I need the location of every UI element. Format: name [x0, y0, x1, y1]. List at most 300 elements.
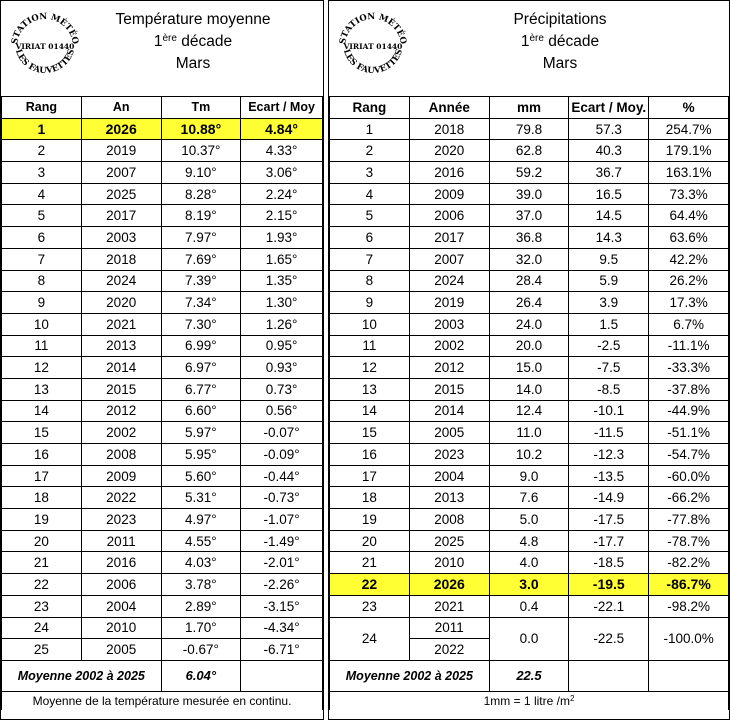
temperature-row — [2, 487, 323, 509]
mm-cell: 62.8 — [489, 140, 569, 162]
mm-cell: 36.8 — [489, 227, 569, 249]
temperature-average-label: Moyenne 2002 à 2025 — [2, 660, 162, 691]
ecart-cell: -22.1 — [569, 595, 649, 617]
percent-cell: -77.8% — [649, 509, 729, 531]
ecart-cell: -1.49° — [241, 530, 323, 552]
tm-cell: 6.60° — [161, 400, 241, 422]
rank-cell: 19 — [330, 509, 410, 531]
year-cell: 2022 — [81, 487, 161, 509]
temperature-decade: 1ère décade — [153, 33, 233, 50]
ecart-cell: 3.9 — [569, 292, 649, 314]
rank-cell: 19 — [2, 509, 82, 531]
precipitation-row — [330, 574, 729, 596]
precipitation-row — [330, 617, 729, 639]
tm-cell: 7.69° — [161, 248, 241, 270]
percent-cell: 163.1% — [649, 162, 729, 184]
year-cell: 2024 — [81, 270, 161, 292]
temperature-footer-row — [2, 691, 323, 710]
temperature-row — [2, 465, 323, 487]
tm-cell: 6.99° — [161, 335, 241, 357]
rank-cell: 5 — [2, 205, 82, 227]
precipitation-row — [330, 465, 729, 487]
mm-cell: 59.2 — [489, 162, 569, 184]
tm-cell: -0.67° — [161, 639, 241, 661]
ecart-cell: -2.5 — [569, 335, 649, 357]
rank-cell: 6 — [2, 227, 82, 249]
precipitation-row — [330, 118, 729, 140]
rank-cell: 13 — [2, 378, 82, 400]
mm-cell: 37.0 — [489, 205, 569, 227]
year-cell: 2023 — [409, 444, 489, 466]
rank-cell: 23 — [2, 595, 82, 617]
precipitation-average-value: 22.5 — [489, 660, 569, 691]
year-cell: 2021 — [81, 313, 161, 335]
precipitation-row — [330, 162, 729, 184]
col-header-an: An — [81, 97, 161, 119]
temperature-row — [2, 118, 323, 140]
percent-cell: 6.7% — [649, 313, 729, 335]
rank-cell: 6 — [330, 227, 410, 249]
tm-cell: 9.10° — [161, 162, 241, 184]
precipitation-row — [330, 292, 729, 314]
col-header-tm: Tm — [161, 97, 241, 119]
col-header-mm: mm — [489, 97, 569, 119]
precipitation-row — [330, 313, 729, 335]
tm-cell: 8.19° — [161, 205, 241, 227]
temperature-title-line: Température moyenne — [115, 11, 271, 28]
precipitation-row — [330, 335, 729, 357]
tm-cell: 2.89° — [161, 595, 241, 617]
tm-cell: 6.77° — [161, 378, 241, 400]
tm-cell: 7.34° — [161, 292, 241, 314]
precipitation-row — [330, 509, 729, 531]
rank-cell: 24 — [330, 617, 410, 660]
mm-cell: 9.0 — [489, 465, 569, 487]
mm-cell: 0.4 — [489, 595, 569, 617]
percent-cell: -60.0% — [649, 465, 729, 487]
ecart-cell: 1.30° — [241, 292, 323, 314]
percent-cell: -33.3% — [649, 357, 729, 379]
precipitation-row — [330, 595, 729, 617]
ecart-cell: 5.9 — [569, 270, 649, 292]
precipitation-row — [330, 248, 729, 270]
precipitation-table — [329, 96, 729, 710]
col-header-percent: % — [649, 97, 729, 119]
precipitation-average-row — [330, 660, 729, 691]
year-cell: 2020 — [81, 292, 161, 314]
tm-cell: 10.37° — [161, 140, 241, 162]
year-cell: 2004 — [409, 465, 489, 487]
year-cell: 2012 — [409, 357, 489, 379]
rank-cell: 5 — [330, 205, 410, 227]
percent-cell: 63.6% — [649, 227, 729, 249]
precipitation-header — [329, 1, 729, 96]
ecart-cell: 14.3 — [569, 227, 649, 249]
ecart-cell: -17.5 — [569, 509, 649, 531]
ecart-cell: -1.07° — [241, 509, 323, 531]
year-cell: 2015 — [81, 378, 161, 400]
col-header-ecart: Ecart / Moy — [241, 97, 323, 119]
rank-cell: 7 — [2, 248, 82, 270]
rank-cell: 15 — [2, 422, 82, 444]
mm-cell: 32.0 — [489, 248, 569, 270]
precipitation-month: Mars — [542, 55, 578, 72]
percent-cell: -78.7% — [649, 530, 729, 552]
ecart-cell: -2.26° — [241, 574, 323, 596]
ecart-cell: -4.34° — [241, 617, 323, 639]
rank-cell: 12 — [2, 357, 82, 379]
percent-cell: -37.8% — [649, 378, 729, 400]
rank-cell: 13 — [330, 378, 410, 400]
temperature-title — [63, 9, 323, 75]
rank-cell: 12 — [330, 357, 410, 379]
temperature-row — [2, 378, 323, 400]
stamp-top-text: STATION MÉTÉO — [338, 11, 408, 46]
mm-cell: 5.0 — [489, 509, 569, 531]
year-cell: 2010 — [409, 552, 489, 574]
ecart-cell: -0.44° — [241, 465, 323, 487]
ecart-cell: -10.1 — [569, 400, 649, 422]
stamp-top-text: STATION MÉTÉO — [10, 11, 80, 46]
rank-cell: 25 — [2, 639, 82, 661]
year-cell: 2014 — [81, 357, 161, 379]
mm-cell: 79.8 — [489, 118, 569, 140]
rank-cell: 20 — [2, 530, 82, 552]
empty-cell — [569, 660, 649, 691]
precipitation-row — [330, 140, 729, 162]
rank-cell: 3 — [330, 162, 410, 184]
rank-cell: 22 — [330, 574, 410, 596]
year-cell: 2011 — [409, 617, 489, 639]
ecart-cell: -19.5 — [569, 574, 649, 596]
tm-cell: 3.78° — [161, 574, 241, 596]
stamp-middle-text: VIRIAT 01440 — [15, 42, 75, 51]
year-cell: 2020 — [409, 140, 489, 162]
temperature-average-value: 6.04° — [161, 660, 241, 691]
ecart-cell: 2.15° — [241, 205, 323, 227]
precipitation-row — [330, 530, 729, 552]
year-cell: 2026 — [409, 574, 489, 596]
stamp-bottom-text: LES FAUVETTES — [12, 48, 78, 77]
year-cell: 2007 — [409, 248, 489, 270]
year-cell: 2015 — [409, 378, 489, 400]
tm-cell: 4.55° — [161, 530, 241, 552]
rank-cell: 10 — [330, 313, 410, 335]
rank-cell: 18 — [2, 487, 82, 509]
mm-cell: 4.8 — [489, 530, 569, 552]
tm-cell: 5.95° — [161, 444, 241, 466]
temperature-panel — [0, 0, 324, 720]
rank-cell: 23 — [330, 595, 410, 617]
temperature-header — [1, 1, 323, 96]
year-cell: 2019 — [81, 140, 161, 162]
year-cell: 2024 — [409, 270, 489, 292]
mm-cell: 12.4 — [489, 400, 569, 422]
temperature-row — [2, 422, 323, 444]
percent-cell: 17.3% — [649, 292, 729, 314]
ecart-cell: -17.7 — [569, 530, 649, 552]
temperature-row — [2, 400, 323, 422]
year-cell: 2012 — [81, 400, 161, 422]
mm-cell: 20.0 — [489, 335, 569, 357]
temperature-average-row — [2, 660, 323, 691]
year-cell: 2010 — [81, 617, 161, 639]
percent-cell: -11.1% — [649, 335, 729, 357]
percent-cell: -54.7% — [649, 444, 729, 466]
tm-cell: 7.30° — [161, 313, 241, 335]
temperature-row — [2, 248, 323, 270]
mm-cell: 11.0 — [489, 422, 569, 444]
temperature-row — [2, 270, 323, 292]
ecart-cell: 0.56° — [241, 400, 323, 422]
ecart-cell: 0.93° — [241, 357, 323, 379]
ecart-cell: 57.3 — [569, 118, 649, 140]
ecart-cell: -6.71° — [241, 639, 323, 661]
temperature-header-row — [2, 97, 323, 119]
year-cell: 2023 — [81, 509, 161, 531]
ecart-cell: 3.06° — [241, 162, 323, 184]
mm-cell: 3.0 — [489, 574, 569, 596]
year-cell: 2016 — [81, 552, 161, 574]
tm-cell: 5.97° — [161, 422, 241, 444]
rank-cell: 21 — [2, 552, 82, 574]
mm-cell: 28.4 — [489, 270, 569, 292]
precipitation-title-line: Précipitations — [513, 11, 607, 28]
ecart-cell: -12.3 — [569, 444, 649, 466]
rank-cell: 24 — [2, 617, 82, 639]
year-cell: 2013 — [81, 335, 161, 357]
col-header-annee: Année — [409, 97, 489, 119]
ecart-cell: 1.35° — [241, 270, 323, 292]
precipitation-panel — [328, 0, 730, 720]
temperature-row — [2, 292, 323, 314]
rank-cell: 9 — [2, 292, 82, 314]
temperature-row — [2, 595, 323, 617]
rank-cell: 2 — [2, 140, 82, 162]
year-cell: 2009 — [409, 183, 489, 205]
ecart-cell: -14.9 — [569, 487, 649, 509]
percent-cell: 179.1% — [649, 140, 729, 162]
percent-cell: -44.9% — [649, 400, 729, 422]
temperature-row — [2, 140, 323, 162]
year-cell: 2005 — [81, 639, 161, 661]
precipitation-row — [330, 444, 729, 466]
mm-cell: 26.4 — [489, 292, 569, 314]
year-cell: 2008 — [409, 509, 489, 531]
year-cell: 2007 — [81, 162, 161, 184]
ecart-cell: -22.5 — [569, 617, 649, 660]
precipitation-decade: 1ère décade — [520, 33, 600, 50]
year-cell: 2013 — [409, 487, 489, 509]
percent-cell: -100.0% — [649, 617, 729, 660]
ecart-cell: 2.24° — [241, 183, 323, 205]
rank-cell: 18 — [330, 487, 410, 509]
ecart-cell: -8.5 — [569, 378, 649, 400]
mm-cell: 14.0 — [489, 378, 569, 400]
percent-cell: 254.7% — [649, 118, 729, 140]
precipitation-footer-note: 1mm = 1 litre /m$^2$ — [330, 691, 729, 710]
precipitation-title — [391, 9, 729, 75]
rank-cell: 15 — [330, 422, 410, 444]
temperature-row — [2, 335, 323, 357]
ecart-cell: 14.5 — [569, 205, 649, 227]
temperature-month: Mars — [175, 55, 211, 72]
mm-cell: 39.0 — [489, 183, 569, 205]
year-cell: 2003 — [409, 313, 489, 335]
tm-cell: 10.88° — [161, 118, 241, 140]
percent-cell: -98.2% — [649, 595, 729, 617]
rank-cell: 4 — [330, 183, 410, 205]
percent-cell: -66.2% — [649, 487, 729, 509]
year-cell: 2025 — [409, 530, 489, 552]
mm-cell: 4.0 — [489, 552, 569, 574]
ecart-cell: 0.95° — [241, 335, 323, 357]
ecart-cell: -13.5 — [569, 465, 649, 487]
ecart-cell: -0.73° — [241, 487, 323, 509]
percent-cell: -82.2% — [649, 552, 729, 574]
year-cell: 2019 — [409, 292, 489, 314]
tm-cell: 8.28° — [161, 183, 241, 205]
ecart-cell: -0.07° — [241, 422, 323, 444]
rank-cell: 9 — [330, 292, 410, 314]
rank-cell: 1 — [330, 118, 410, 140]
temperature-row — [2, 444, 323, 466]
ecart-cell: -3.15° — [241, 595, 323, 617]
rank-cell: 8 — [2, 270, 82, 292]
percent-cell: 64.4% — [649, 205, 729, 227]
temperature-footer-note: Moyenne de la température mesurée en continu. — [2, 691, 323, 710]
temperature-row — [2, 552, 323, 574]
year-cell: 2006 — [409, 205, 489, 227]
year-cell: 2003 — [81, 227, 161, 249]
temperature-row — [2, 205, 323, 227]
col-header-ecart: Ecart / Moy. — [569, 97, 649, 119]
ecart-cell: -0.09° — [241, 444, 323, 466]
rank-cell: 16 — [2, 444, 82, 466]
precipitation-header-row — [330, 97, 729, 119]
precipitation-row — [330, 227, 729, 249]
precipitation-row — [330, 183, 729, 205]
rank-cell: 2 — [330, 140, 410, 162]
rank-cell: 8 — [330, 270, 410, 292]
percent-cell: -86.7% — [649, 574, 729, 596]
year-cell: 2017 — [409, 227, 489, 249]
year-cell: 2009 — [81, 465, 161, 487]
precipitation-row — [330, 400, 729, 422]
mm-cell: 10.2 — [489, 444, 569, 466]
percent-cell: 26.2% — [649, 270, 729, 292]
temperature-row — [2, 162, 323, 184]
mm-cell: 7.6 — [489, 487, 569, 509]
precipitation-row — [330, 205, 729, 227]
temperature-table — [1, 96, 323, 710]
ecart-cell: 1.5 — [569, 313, 649, 335]
rank-cell: 11 — [330, 335, 410, 357]
year-cell: 2014 — [409, 400, 489, 422]
year-cell: 2026 — [81, 118, 161, 140]
year-cell: 2022 — [409, 639, 489, 661]
mm-cell: 15.0 — [489, 357, 569, 379]
ecart-cell: -7.5 — [569, 357, 649, 379]
year-cell: 2006 — [81, 574, 161, 596]
mm-cell: 24.0 — [489, 313, 569, 335]
rank-cell: 7 — [330, 248, 410, 270]
tm-cell: 4.97° — [161, 509, 241, 531]
year-cell: 2018 — [409, 118, 489, 140]
rank-cell: 17 — [330, 465, 410, 487]
precipitation-row — [330, 422, 729, 444]
ecart-cell: -2.01° — [241, 552, 323, 574]
precipitation-average-label: Moyenne 2002 à 2025 — [330, 660, 490, 691]
tm-cell: 5.31° — [161, 487, 241, 509]
precipitation-row — [330, 552, 729, 574]
year-cell: 2011 — [81, 530, 161, 552]
year-cell: 2017 — [81, 205, 161, 227]
ecart-cell: 1.26° — [241, 313, 323, 335]
stamp-middle-text: VIRIAT 01440 — [343, 42, 403, 51]
year-cell: 2002 — [81, 422, 161, 444]
percent-cell: 42.2% — [649, 248, 729, 270]
stamp-bottom-text: LES FAUVETTES — [340, 48, 406, 77]
year-cell: 2002 — [409, 335, 489, 357]
rank-cell: 16 — [330, 444, 410, 466]
ecart-cell: 36.7 — [569, 162, 649, 184]
year-cell: 2018 — [81, 248, 161, 270]
tm-cell: 7.97° — [161, 227, 241, 249]
percent-cell: 73.3% — [649, 183, 729, 205]
empty-cell — [649, 660, 729, 691]
year-cell: 2004 — [81, 595, 161, 617]
tm-cell: 6.97° — [161, 357, 241, 379]
tm-cell: 7.39° — [161, 270, 241, 292]
rank-cell: 10 — [2, 313, 82, 335]
col-header-rang: Rang — [2, 97, 82, 119]
ecart-cell: 16.5 — [569, 183, 649, 205]
temperature-row — [2, 313, 323, 335]
rank-cell: 21 — [330, 552, 410, 574]
ecart-cell: 4.33° — [241, 140, 323, 162]
rank-cell: 3 — [2, 162, 82, 184]
temperature-row — [2, 509, 323, 531]
ecart-cell: -11.5 — [569, 422, 649, 444]
rank-cell: 14 — [2, 400, 82, 422]
temperature-row — [2, 227, 323, 249]
ecart-cell: 40.3 — [569, 140, 649, 162]
tm-cell: 4.03° — [161, 552, 241, 574]
ecart-cell: 0.73° — [241, 378, 323, 400]
ecart-cell: -18.5 — [569, 552, 649, 574]
temperature-row — [2, 574, 323, 596]
rank-cell: 4 — [2, 183, 82, 205]
col-header-rang: Rang — [330, 97, 410, 119]
temperature-row — [2, 357, 323, 379]
ecart-cell: 1.65° — [241, 248, 323, 270]
precipitation-footer-row — [330, 691, 729, 710]
rank-cell: 22 — [2, 574, 82, 596]
tm-cell: 5.60° — [161, 465, 241, 487]
year-cell: 2016 — [409, 162, 489, 184]
rank-cell: 20 — [330, 530, 410, 552]
ecart-cell: 1.93° — [241, 227, 323, 249]
precipitation-row — [330, 357, 729, 379]
rank-cell: 1 — [2, 118, 82, 140]
year-cell: 2021 — [409, 595, 489, 617]
temperature-row — [2, 183, 323, 205]
tm-cell: 1.70° — [161, 617, 241, 639]
precipitation-row — [330, 378, 729, 400]
rank-cell: 17 — [2, 465, 82, 487]
mm-cell: 0.0 — [489, 617, 569, 660]
